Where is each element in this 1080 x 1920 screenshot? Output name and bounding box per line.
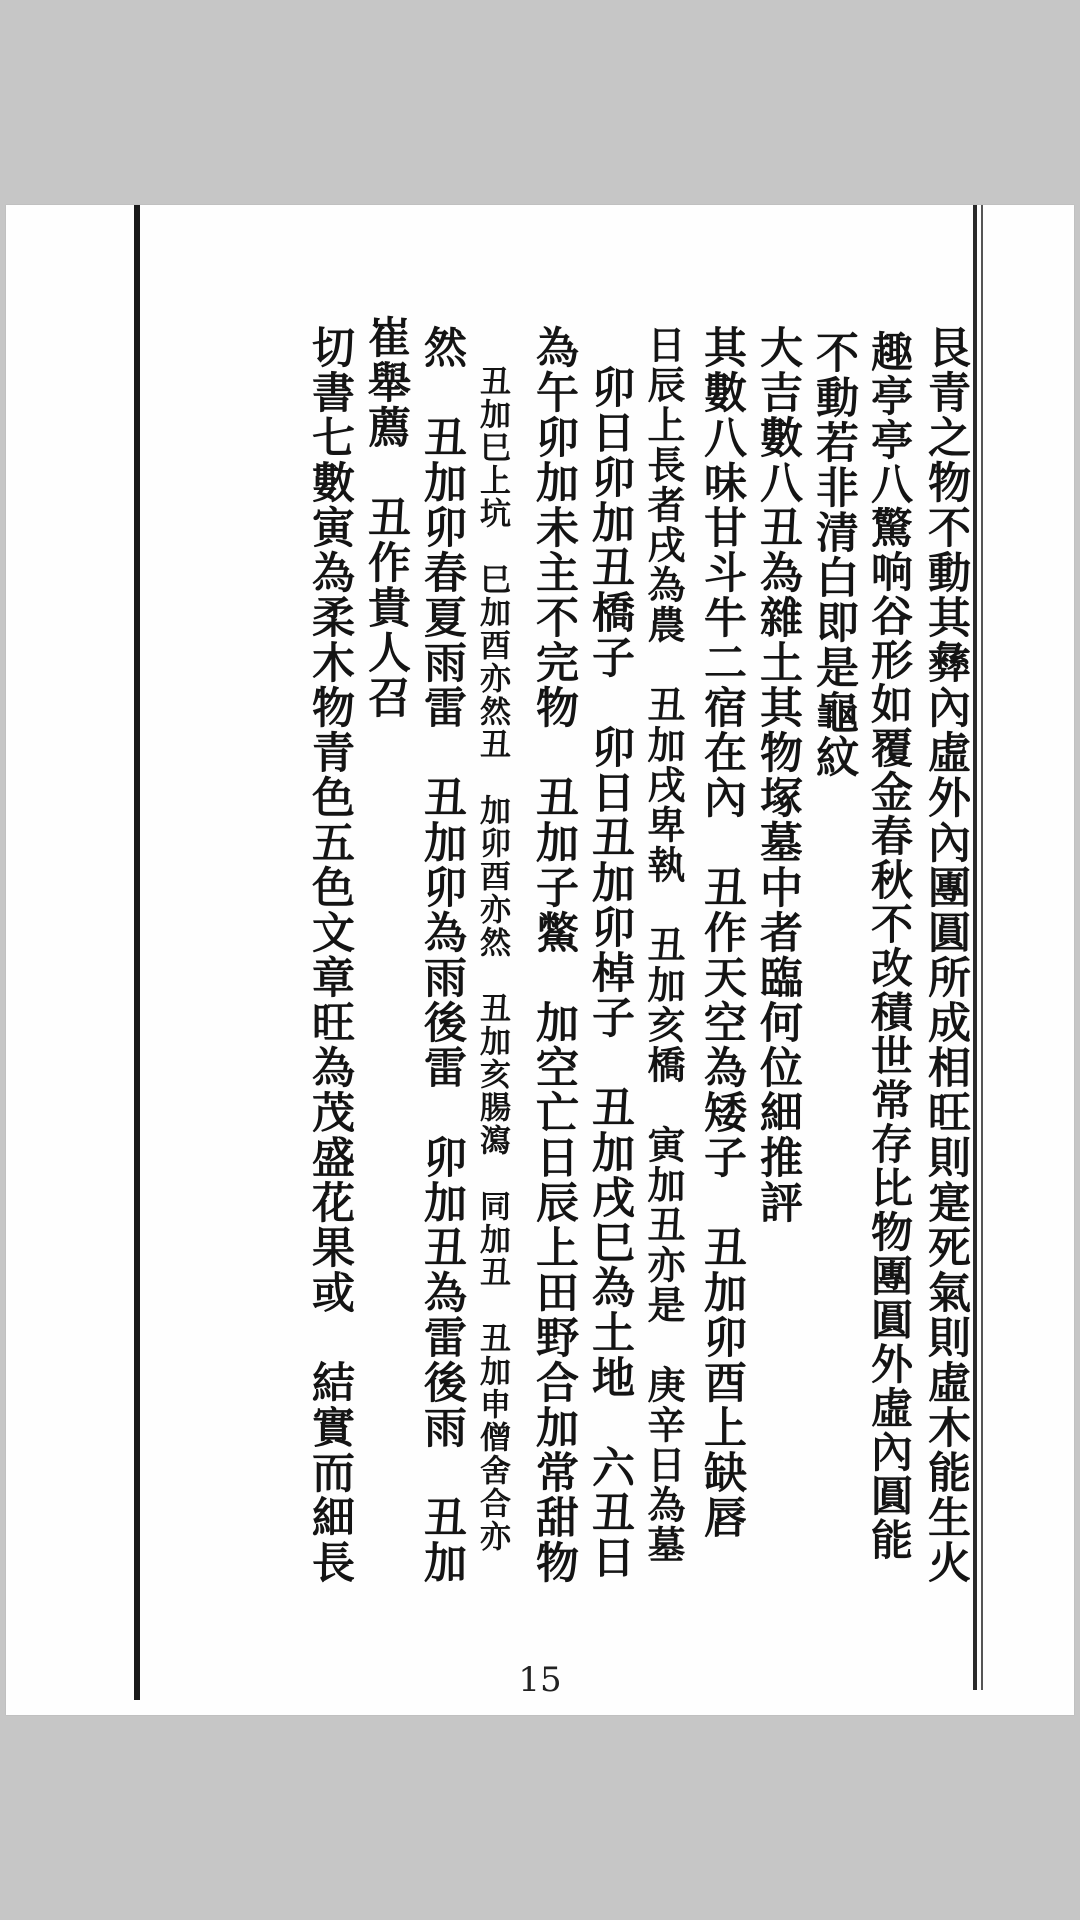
text-column-2: 趣亭亭八驚响谷形如覆金春秋不改積世常存比物團圓外虛內圓能 [865,330,914,1562]
text-column-5: 其數八味甘斗牛二宿在內 丑作天空為矮子 丑加卯酉上缺唇 [697,325,747,1540]
text-column-11: 崔舉薦 丑作貴人召 [361,315,411,720]
text-column-4: 大吉數八丑為雜土其物塚墓中者臨何位細推評 [753,325,803,1225]
text-column-10: 然 丑加卯春夏雨雷 丑加卯為雨後雷 卯加丑為雷後雨 丑加 [417,325,467,1585]
text-column-6: 日辰上長者戌為農 丑加戌卑執 丑加亥橋 寅加丑亦是 庚辛日為墓 [641,325,686,1565]
text-column-8: 為午卯加未主不完物 丑加子鱉 加空亡日辰上田野合加常甜物 [529,325,579,1585]
text-column-1: 艮青之物不動其彝內虛外內團圓所成相旺則寔死氣則虛木能生火 [921,325,971,1585]
text-column-3: 不動若非清白即是龜紋 [809,330,859,780]
text-column-7: 卯日卯加丑橋子 卯日丑加卯棹子 丑加戌巳為土地 六丑日 [585,365,635,1580]
left-border-line [134,205,140,1700]
right-border-line-thin [981,205,983,1690]
right-border-line [973,205,977,1690]
page-number: 15 [518,1660,562,1700]
text-column-9: 丑加巳上坑 巳加酉亦然丑 加卯酉亦然 丑加亥腸瀉 同加丑 丑加申僧舍合亦 [474,365,510,1553]
text-column-12: 切書七數寅為柔木物青色五色文章旺為茂盛花果或 結實而細長 [305,325,355,1585]
manuscript-page [6,205,1074,1715]
